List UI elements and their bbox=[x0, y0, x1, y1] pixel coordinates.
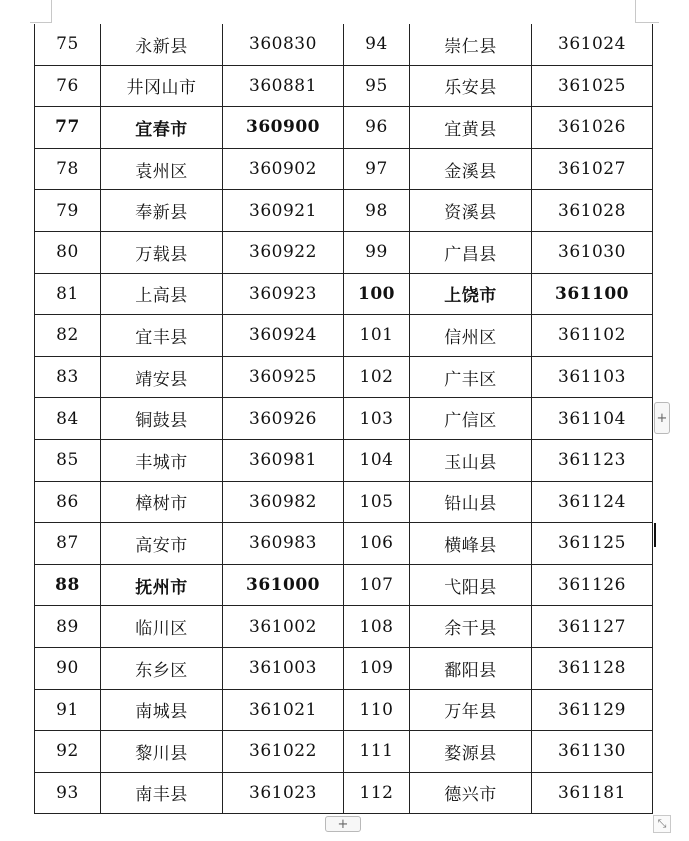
row-number-right[interactable]: 100 bbox=[344, 273, 410, 315]
region-code-right[interactable]: 361027 bbox=[532, 148, 653, 190]
row-number-right[interactable]: 102 bbox=[344, 356, 410, 398]
region-code-left[interactable]: 360921 bbox=[223, 190, 344, 232]
margin-mark-left-horizontal bbox=[30, 22, 52, 23]
region-name-right[interactable]: 信州区 bbox=[410, 315, 532, 357]
region-name-left[interactable]: 永新县 bbox=[101, 24, 223, 65]
region-name-right[interactable]: 崇仁县 bbox=[410, 24, 532, 65]
region-code-right[interactable]: 361104 bbox=[532, 398, 653, 440]
region-name-right[interactable]: 余干县 bbox=[410, 606, 532, 648]
region-name-right[interactable]: 资溪县 bbox=[410, 190, 532, 232]
region-code-right[interactable]: 361126 bbox=[532, 564, 653, 606]
region-name-left[interactable]: 靖安县 bbox=[101, 356, 223, 398]
region-name-left[interactable]: 黎川县 bbox=[101, 731, 223, 773]
region-code-left[interactable]: 360923 bbox=[223, 273, 344, 315]
region-name-right[interactable]: 上饶市 bbox=[410, 273, 532, 315]
region-code-right[interactable]: 361127 bbox=[532, 606, 653, 648]
table-row bbox=[35, 24, 653, 65]
row-number-left[interactable]: 86 bbox=[35, 481, 101, 523]
row-number-right[interactable]: 110 bbox=[344, 689, 410, 731]
row-number-left[interactable]: 87 bbox=[35, 523, 101, 565]
region-code-left[interactable]: 360925 bbox=[223, 356, 344, 398]
row-number-left[interactable]: 75 bbox=[35, 24, 101, 65]
region-code-right[interactable]: 361181 bbox=[532, 772, 653, 814]
resize-icon: ⤡ bbox=[657, 817, 667, 830]
region-code-left[interactable]: 360926 bbox=[223, 398, 344, 440]
region-code-right[interactable]: 361125 bbox=[532, 523, 653, 565]
region-code-left[interactable]: 360881 bbox=[223, 65, 344, 107]
region-name-left[interactable]: 临川区 bbox=[101, 606, 223, 648]
row-number-left[interactable]: 83 bbox=[35, 356, 101, 398]
region-code-right[interactable]: 361123 bbox=[532, 439, 653, 481]
region-name-right[interactable]: 玉山县 bbox=[410, 439, 532, 481]
plus-icon: + bbox=[656, 410, 668, 426]
region-code-right[interactable]: 361030 bbox=[532, 231, 653, 273]
table-row bbox=[35, 398, 653, 440]
table-row bbox=[35, 564, 653, 606]
row-number-right[interactable]: 98 bbox=[344, 190, 410, 232]
row-number-right[interactable]: 97 bbox=[344, 148, 410, 190]
row-number-left[interactable]: 84 bbox=[35, 398, 101, 440]
table-row bbox=[35, 356, 653, 398]
region-name-left[interactable]: 南城县 bbox=[101, 689, 223, 731]
region-name-right[interactable]: 鄱阳县 bbox=[410, 647, 532, 689]
text-cursor bbox=[654, 523, 656, 547]
row-number-right[interactable]: 95 bbox=[344, 65, 410, 107]
row-number-right[interactable]: 96 bbox=[344, 107, 410, 149]
add-column-button[interactable] bbox=[654, 402, 670, 434]
region-name-left[interactable]: 奉新县 bbox=[101, 190, 223, 232]
row-number-right[interactable]: 107 bbox=[344, 564, 410, 606]
table-body bbox=[35, 24, 653, 814]
table-row bbox=[35, 439, 653, 481]
row-number-right[interactable]: 111 bbox=[344, 731, 410, 773]
row-number-left[interactable]: 89 bbox=[35, 606, 101, 648]
region-name-left[interactable]: 上高县 bbox=[101, 273, 223, 315]
row-number-right[interactable]: 104 bbox=[344, 439, 410, 481]
region-code-left[interactable]: 361021 bbox=[223, 689, 344, 731]
region-code-left[interactable]: 360983 bbox=[223, 523, 344, 565]
region-name-left[interactable]: 井冈山市 bbox=[101, 65, 223, 107]
region-code-right[interactable]: 361025 bbox=[532, 65, 653, 107]
row-number-right[interactable]: 105 bbox=[344, 481, 410, 523]
row-number-right[interactable]: 94 bbox=[344, 24, 410, 65]
region-code-right[interactable]: 361100 bbox=[532, 273, 653, 315]
table-row bbox=[35, 231, 653, 273]
region-code-right[interactable]: 361124 bbox=[532, 481, 653, 523]
row-number-left[interactable]: 80 bbox=[35, 231, 101, 273]
region-name-left[interactable]: 高安市 bbox=[101, 523, 223, 565]
region-code-left[interactable]: 360922 bbox=[223, 231, 344, 273]
table-row bbox=[35, 273, 653, 315]
page-margin-marks bbox=[0, 0, 689, 24]
region-name-left[interactable]: 宜丰县 bbox=[101, 315, 223, 357]
table-row bbox=[35, 315, 653, 357]
region-code-right[interactable]: 361024 bbox=[532, 24, 653, 65]
region-code-left[interactable]: 361003 bbox=[223, 647, 344, 689]
row-number-left[interactable]: 85 bbox=[35, 439, 101, 481]
region-name-right[interactable]: 乐安县 bbox=[410, 65, 532, 107]
row-number-left[interactable]: 92 bbox=[35, 731, 101, 773]
region-name-right[interactable]: 广信区 bbox=[410, 398, 532, 440]
region-code-left[interactable]: 361002 bbox=[223, 606, 344, 648]
row-number-left[interactable]: 91 bbox=[35, 689, 101, 731]
table-row bbox=[35, 731, 653, 773]
margin-mark-right-horizontal bbox=[635, 22, 659, 23]
table-row bbox=[35, 647, 653, 689]
region-name-right[interactable]: 金溪县 bbox=[410, 148, 532, 190]
region-code-left[interactable]: 360902 bbox=[223, 148, 344, 190]
margin-mark-left-vertical bbox=[51, 0, 52, 22]
region-code-right[interactable]: 361026 bbox=[532, 107, 653, 149]
table-row bbox=[35, 523, 653, 565]
region-code-right[interactable]: 361102 bbox=[532, 315, 653, 357]
add-row-button[interactable] bbox=[325, 816, 361, 832]
table-row bbox=[35, 148, 653, 190]
table-resize-handle[interactable] bbox=[653, 815, 671, 833]
region-name-left[interactable]: 铜鼓县 bbox=[101, 398, 223, 440]
region-name-left[interactable]: 丰城市 bbox=[101, 439, 223, 481]
table-row bbox=[35, 772, 653, 814]
row-number-right[interactable]: 108 bbox=[344, 606, 410, 648]
row-number-left[interactable]: 88 bbox=[35, 564, 101, 606]
region-code-right[interactable]: 361130 bbox=[532, 731, 653, 773]
row-number-left[interactable]: 93 bbox=[35, 772, 101, 814]
region-code-right[interactable]: 361103 bbox=[532, 356, 653, 398]
table-row bbox=[35, 481, 653, 523]
region-code-left[interactable]: 360981 bbox=[223, 439, 344, 481]
region-name-right[interactable]: 弋阳县 bbox=[410, 564, 532, 606]
table-row bbox=[35, 689, 653, 731]
region-name-left[interactable]: 万载县 bbox=[101, 231, 223, 273]
row-number-left[interactable]: 76 bbox=[35, 65, 101, 107]
region-name-left[interactable]: 南丰县 bbox=[101, 772, 223, 814]
region-code-right[interactable]: 361129 bbox=[532, 689, 653, 731]
row-number-left[interactable]: 82 bbox=[35, 315, 101, 357]
region-name-left[interactable]: 袁州区 bbox=[101, 148, 223, 190]
region-name-left[interactable]: 宜春市 bbox=[101, 107, 223, 149]
region-code-left[interactable]: 360924 bbox=[223, 315, 344, 357]
row-number-left[interactable]: 78 bbox=[35, 148, 101, 190]
region-code-left[interactable]: 361000 bbox=[223, 564, 344, 606]
margin-mark-right-vertical bbox=[635, 0, 636, 22]
plus-icon: + bbox=[337, 816, 349, 832]
table-row bbox=[35, 190, 653, 232]
region-name-right[interactable]: 万年县 bbox=[410, 689, 532, 731]
region-name-right[interactable]: 广丰区 bbox=[410, 356, 532, 398]
region-name-left[interactable]: 抚州市 bbox=[101, 564, 223, 606]
region-name-left[interactable]: 东乡区 bbox=[101, 647, 223, 689]
region-name-right[interactable]: 德兴市 bbox=[410, 772, 532, 814]
region-code-table[interactable] bbox=[34, 24, 653, 814]
table-row bbox=[35, 606, 653, 648]
region-name-right[interactable]: 横峰县 bbox=[410, 523, 532, 565]
region-name-right[interactable]: 广昌县 bbox=[410, 231, 532, 273]
row-number-right[interactable]: 106 bbox=[344, 523, 410, 565]
row-number-right[interactable]: 109 bbox=[344, 647, 410, 689]
table-row bbox=[35, 107, 653, 149]
table-row bbox=[35, 65, 653, 107]
region-code-left[interactable]: 360900 bbox=[223, 107, 344, 149]
region-code-left[interactable]: 360982 bbox=[223, 481, 344, 523]
region-name-right[interactable]: 婺源县 bbox=[410, 731, 532, 773]
row-number-left[interactable]: 77 bbox=[35, 107, 101, 149]
region-code-right[interactable]: 361028 bbox=[532, 190, 653, 232]
region-code-left[interactable]: 360830 bbox=[223, 24, 344, 65]
region-code-right[interactable]: 361128 bbox=[532, 647, 653, 689]
row-number-right[interactable]: 101 bbox=[344, 315, 410, 357]
row-number-right[interactable]: 99 bbox=[344, 231, 410, 273]
region-name-right[interactable]: 铅山县 bbox=[410, 481, 532, 523]
row-number-left[interactable]: 90 bbox=[35, 647, 101, 689]
row-number-right[interactable]: 112 bbox=[344, 772, 410, 814]
row-number-right[interactable]: 103 bbox=[344, 398, 410, 440]
row-number-left[interactable]: 81 bbox=[35, 273, 101, 315]
region-code-left[interactable]: 361023 bbox=[223, 772, 344, 814]
region-name-right[interactable]: 宜黄县 bbox=[410, 107, 532, 149]
region-code-left[interactable]: 361022 bbox=[223, 731, 344, 773]
row-number-left[interactable]: 79 bbox=[35, 190, 101, 232]
region-name-left[interactable]: 樟树市 bbox=[101, 481, 223, 523]
